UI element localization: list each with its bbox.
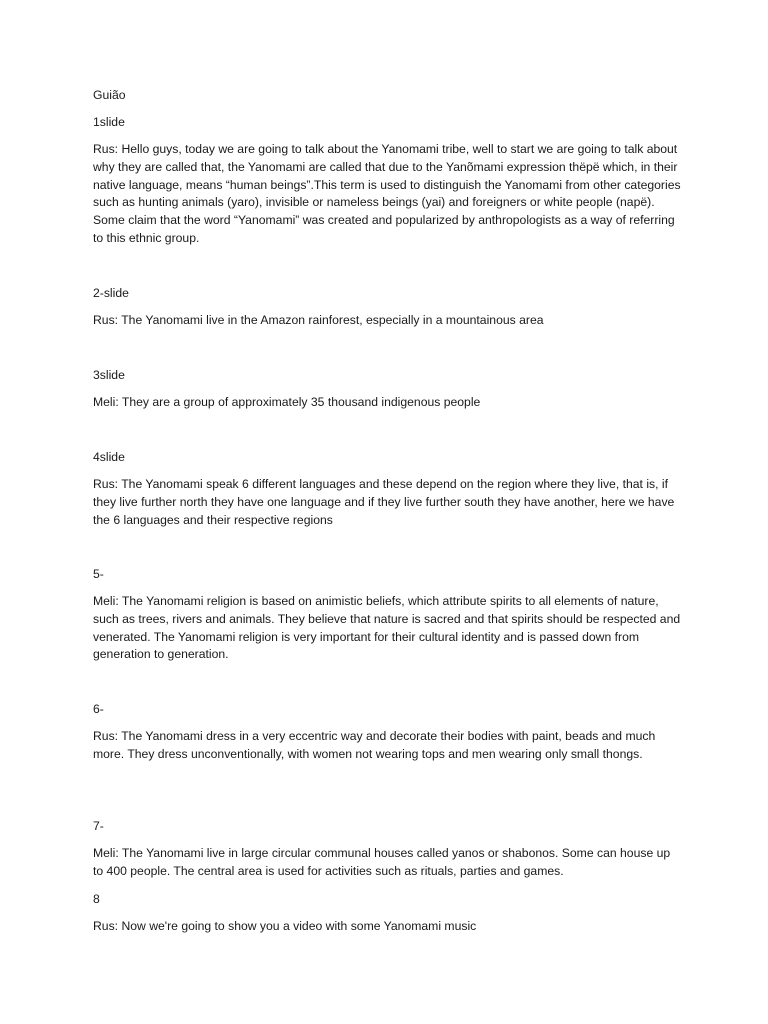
section-text-3: Meli: They are a group of approximately 35 thousand indigenous people: [93, 395, 481, 409]
section-heading-6: 6-: [93, 702, 104, 716]
section-text-4: Rus: The Yanomami speak 6 different languages and these depend on the region where they live, that is, if they live further north they have one language and if they live further south they have another, here we have the 6 languages and their respective regions: [93, 477, 675, 527]
section-heading-3: 3slide: [93, 368, 125, 382]
section-text-7: Meli: The Yanomami live in large circular communal houses called yanos or shabonos. Some can house up to 400 people. The central area is used for activities such as rituals, parties and games.: [93, 846, 671, 878]
section-heading-4: 4slide: [93, 450, 125, 464]
section-text-8: Rus: Now we're going to show you a video with some Yanomami music: [93, 919, 477, 933]
section-text-2: Rus: The Yanomami live in the Amazon rainforest, especially in a mountainous area: [93, 313, 544, 327]
document-title: Guião: [93, 88, 126, 102]
section-heading-7: 7-: [93, 819, 104, 833]
section-text-5: Meli: The Yanomami religion is based on animistic beliefs, which attribute spirits to all elements of nature, such as trees, rivers and animals. They believe that nature is sacred and that spirits should be respected and venerated. The Yanomami religion is very important for their cultural identity and is passed down from generation to generation.: [93, 594, 681, 662]
section-heading-8: 8: [93, 892, 100, 906]
section-text-1: Rus: Hello guys, today we are going to talk about the Yanomami tribe, well to start we are going to talk about why they are called that, the Yanomami are called that due to the Yanõmami expression thëpë which, in their native language, means “human beings”.This term is used to distinguish the Yanomami from other categories such as hunting animals (yaro), invisible or nameless beings (yai) and foreigners or white people (napë). Some claim that the word “Yanomami” was created and popularized by anthropologists as a way of referring to this ethnic group.: [93, 142, 681, 245]
section-text-6: Rus: The Yanomami dress in a very eccentric way and decorate their bodies with paint, beads and much more. They dress unconventionally, with women not wearing tops and men wearing only small thongs.: [93, 729, 656, 761]
section-heading-1: 1slide: [93, 115, 125, 129]
section-heading-2: 2-slide: [93, 286, 129, 300]
section-heading-5: 5-: [93, 567, 104, 581]
